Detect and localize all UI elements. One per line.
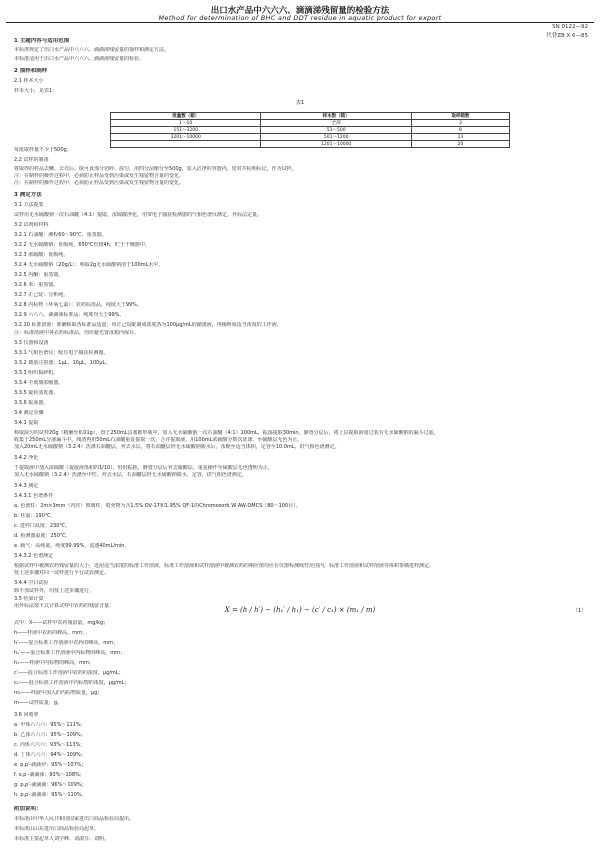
header-rule	[6, 22, 594, 23]
table-cell: 1～10	[111, 120, 261, 127]
subsection-3-1: 3.1 方法提要	[14, 202, 44, 208]
section-1-line: 本标准适用于出口水产品中六六六、滴滴涕残留量的检验。	[14, 56, 145, 62]
subsection-3-4-1: 3.4.1 提取	[14, 420, 39, 426]
instrument-item: 3.3.6 振荡器。	[14, 400, 49, 406]
replaces-standard: 代替ZB X 6—85	[546, 33, 588, 39]
table-cell: 8	[411, 127, 509, 134]
extraction-text: 称取混匀的试样20g（精确至0.01g），置于250mL具塞锥形瓶中，加入无水硫酸钠一次石油醚（4:1）100mL，振荡提取30min，静置分层后，将上层提取液通过装有无水硫酸钠的漏斗过滤，	[14, 430, 439, 436]
table-cell: 501～1200	[261, 134, 411, 141]
table-cell: 13	[411, 134, 509, 141]
reagent-item: 3.2.5 丙酮：重蒸馏。	[14, 272, 64, 278]
document-title: 出口水产品中六六六、滴滴涕残留量的检验方法	[210, 6, 390, 16]
table-row	[111, 127, 510, 134]
definition-line: m₁——样液中加入的内标物质量，μg；	[14, 690, 103, 696]
definition-line: h——样液中农药的峰高，mm；	[14, 630, 87, 636]
cleanup-text: 加入无水硫酸钠（3.2.4）洗涤至中性，弃去水层，石油醚层经无水硫酸钠脱水，定容，供气相色谱测定。	[14, 472, 247, 478]
standard-solution-note: 注：标准溶液中各农药标准品，均应避光置冰箱内保存。	[14, 330, 140, 336]
reagent-item: 3.2.3 浓硫酸：优级纯。	[14, 252, 69, 258]
appendix-line: 本标准主要起草人刘学峰、刘淑芬、刘明。	[14, 836, 110, 842]
recovery-item: f. o,p′-滴滴涕：93%～108%；	[14, 772, 85, 778]
recovery-item: a. 甲体六六六：95%～111%；	[14, 722, 86, 728]
subsection-3-3: 3.3 仪器和设备	[14, 340, 49, 346]
instrument-item: 3.3.3 组织捣碎机。	[14, 370, 59, 376]
subsection-3-5: 3.5 结果计算	[14, 596, 44, 602]
definition-line: 式中：X——试样中农药残留量，mg/kg；	[14, 620, 109, 626]
definition-line: h′——混合标准工作溶液中农药的峰高，mm；	[14, 640, 119, 646]
sampling-note: 注：在制样的操作过程中，必须防止样品受到污染或发生残留物含量的变化。	[14, 180, 185, 186]
definition-line: m——试样质量，g。	[14, 700, 63, 706]
subsection-3-6: 3.6 回收率	[14, 712, 39, 718]
instrument-item: 3.3.1 气相色谱仪：配有电子捕获检测器。	[14, 350, 109, 356]
gc-condition: d. 检测器温度：250℃。	[14, 533, 71, 539]
reagent-item: 3.2.1 石油醚：沸程60～90℃，重蒸馏。	[14, 232, 107, 238]
table-header-row	[111, 113, 510, 120]
subsection-2-2: 2.2 试样的制备	[14, 157, 49, 163]
gc-condition: c. 进样口温度：230℃。	[14, 523, 71, 529]
section-2-heading: 2 抽样和制样	[14, 68, 48, 74]
recovery-item: b. 乙体六六六：95%～109%；	[14, 732, 86, 738]
instrument-item: 3.3.2 微量注射器：1μL、10μL、100μL。	[14, 360, 111, 366]
table-cell: 151～3200	[111, 127, 261, 134]
calculation-formula: X = (h / h′) − (h₁′ / h₁) − (c′ / c₁) × (m₁ / m)	[224, 606, 376, 614]
table-header-cell: 样本数（箱）	[261, 113, 411, 120]
gc-text: 根据试样中被测农药残留量的大小，选用适当浓度的标准工作溶液，标准工作溶液和试样溶液中被测农药的响应值均应在仪器检测线性范围内，标准工作溶液和试样溶液等体积参插进样测定。	[14, 563, 435, 569]
gc-condition: a. 色谱柱：2m×3mm（内径）玻璃柱，填充物为含1.5% OV-17和1.95% QF-1的Chromosorb W AW-DMCS（80～100目）。	[14, 503, 301, 509]
subsection-3-4: 3.4 测定步骤	[14, 410, 44, 416]
reagent-item: 3.2.8 内标物（环氧七氯）：农药标准品，纯度大于99%。	[14, 302, 142, 308]
table-cell: 3201～10000	[111, 134, 261, 141]
definition-line: c′——混合标准工作溶液中农药的浓度，μg/mL；	[14, 670, 124, 676]
recovery-item: h. p,p′-滴滴涕：95%～110%。	[14, 792, 87, 798]
recovery-item: c. 丙体六六六：93%～113%；	[14, 742, 86, 748]
subsection-3-4-3-1: 3.4.3.1 色谱条件	[14, 493, 54, 499]
extraction-text: 加入20mL无水硫酸钠（3.2.4）洗涤石油醚层，弃去水层，将石油醚层经无水硫酸钠脱水后，浓缩至适当体积，定容至10.0mL，供气相色谱测定。	[14, 444, 340, 450]
subsection-3-4-4: 3.4.4 空白试验	[14, 580, 49, 586]
reagent-item: 3.2.6 苯：重蒸馏。	[14, 282, 59, 288]
definition-line: c₁——混合标准工作溶液中内标物的浓度，μg/mL；	[14, 680, 130, 686]
section-1-line: 本标准规定了出口水产品中六六六、滴滴涕残留量的抽样和测定方法。	[14, 47, 170, 53]
document-subtitle: Method for determination of BHC and DDT residue in aquatic product for export	[158, 14, 442, 22]
recovery-item: d. 丁体六六六：94%～109%；	[14, 752, 86, 758]
appendix-line: 本标准由中华人民共和国国家进出口商品检验局提出。	[14, 816, 135, 822]
table-header-cell: 取样箱数	[411, 113, 509, 120]
standard-number: SN 0122—92	[552, 24, 588, 30]
gc-text: 按上述步骤对同一试样进行平行试验测定。	[14, 570, 110, 576]
standard-solution-text: 3.2.10 标准溶液：准确称取各标准品适量，用正己烷配制成浓度各为100μg/mL的储备液，再稀释成适当浓度的工作液。	[14, 322, 282, 328]
table-cell: 1201～10000	[261, 141, 411, 148]
subsection-3-4-2: 3.4.2 净化	[14, 455, 39, 461]
subsection-3-4-3-2: 3.4.3.2 色谱测定	[14, 553, 54, 559]
extraction-text: 收集于250mL分液漏斗中。残渣再用50mL石油醚重复提取一次，合并提取液，用100mL浓硫酸分数次洗涤，至硫酸层无色为止。	[14, 437, 303, 443]
reagent-item: 3.2.9 六六六、滴滴涕标准品：纯度均大于99%。	[14, 312, 125, 318]
subsection-2-1: 2.1 样本大小	[14, 78, 44, 84]
appendix-line: 本标准由山东进出口商品检验局起草。	[14, 826, 100, 832]
recovery-item: e. p,p′-滴滴伊：95%～107%；	[14, 762, 87, 768]
cleanup-text: 于提取液中加入浓硫酸（提取液体积的1/10），轻轻振摇，静置分层后弃去硫酸层。重复操作至硫酸层无色透明为止。	[14, 465, 273, 471]
reagent-item: 3.2.4 无水硫酸钠（20g/L）：称取2g无水硫酸钠溶于100mL水中。	[14, 262, 164, 268]
appendix-heading: 附加说明：	[14, 806, 42, 812]
definition-line: h₁′——混合标准工作溶液中内标物的峰高，mm；	[14, 650, 126, 656]
table-cell: 全部	[261, 120, 411, 127]
table-header-cell: 批量数（箱）	[111, 113, 261, 120]
gc-condition: e. 载气：高纯氮，纯度99.99%，流速40mL/min。	[14, 543, 130, 549]
gc-condition: b. 柱温：190℃。	[14, 513, 56, 519]
after-table-text: 每批取样量不少于500g。	[14, 147, 72, 153]
subsection-3-4-3: 3.4.3 测定	[14, 483, 39, 489]
table-row	[111, 120, 510, 127]
reagent-item: 3.2.7 正己烷：分析纯。	[14, 292, 69, 298]
section-1-heading: 1 主题内容与适用范围	[14, 38, 70, 44]
formula-number: （1）	[572, 608, 586, 614]
table-cell: 51～500	[261, 127, 411, 134]
subsection-3-2: 3.2 试剂和材料	[14, 222, 49, 228]
reagent-item: 3.2.2 无水硫酸钠：优级纯，650℃灼烧4h，贮于干燥器中。	[14, 242, 150, 248]
calculation-text: 用外标法按下式计算试样中农药的残留含量：	[14, 603, 115, 609]
table-cell: 20	[411, 141, 509, 148]
definition-line: h₁——样液中内标物的峰高，mm；	[14, 660, 94, 666]
table-cell: 3	[411, 120, 509, 127]
instrument-item: 3.3.5 旋转蒸发器。	[14, 390, 59, 396]
table-caption: 表1	[295, 100, 305, 106]
instrument-item: 3.3.4 全玻璃浓缩器。	[14, 380, 64, 386]
subsection-2-2-text: 注：在制样的操作过程中，必须防止样品受到污染或发生残留物含量的变化。	[14, 173, 185, 179]
sampling-table	[110, 112, 510, 148]
subsection-2-2-text: 将取得的样品去鳞、去壳后，取可食部分切碎、混匀，用四分法缩分至500g，装入洁净的容器内，密封并标明标记，作为试样。	[14, 166, 297, 172]
blank-test-text: 除不加试样外，均按上述步骤进行。	[14, 588, 95, 594]
section-3-heading: 3 测定方法	[14, 192, 42, 198]
recovery-item: g. p,p′-滴滴滴：96%～109%；	[14, 782, 87, 788]
table-row	[111, 134, 510, 141]
method-summary-text: 试样用无水硫酸钠一次石油醚（4:1）提取，浓硫酸净化，用带电子捕获检测器的气相色谱仪测定，外标法定量。	[14, 212, 263, 218]
subsection-2-1-text: 样本大小，见表1：	[14, 88, 58, 94]
